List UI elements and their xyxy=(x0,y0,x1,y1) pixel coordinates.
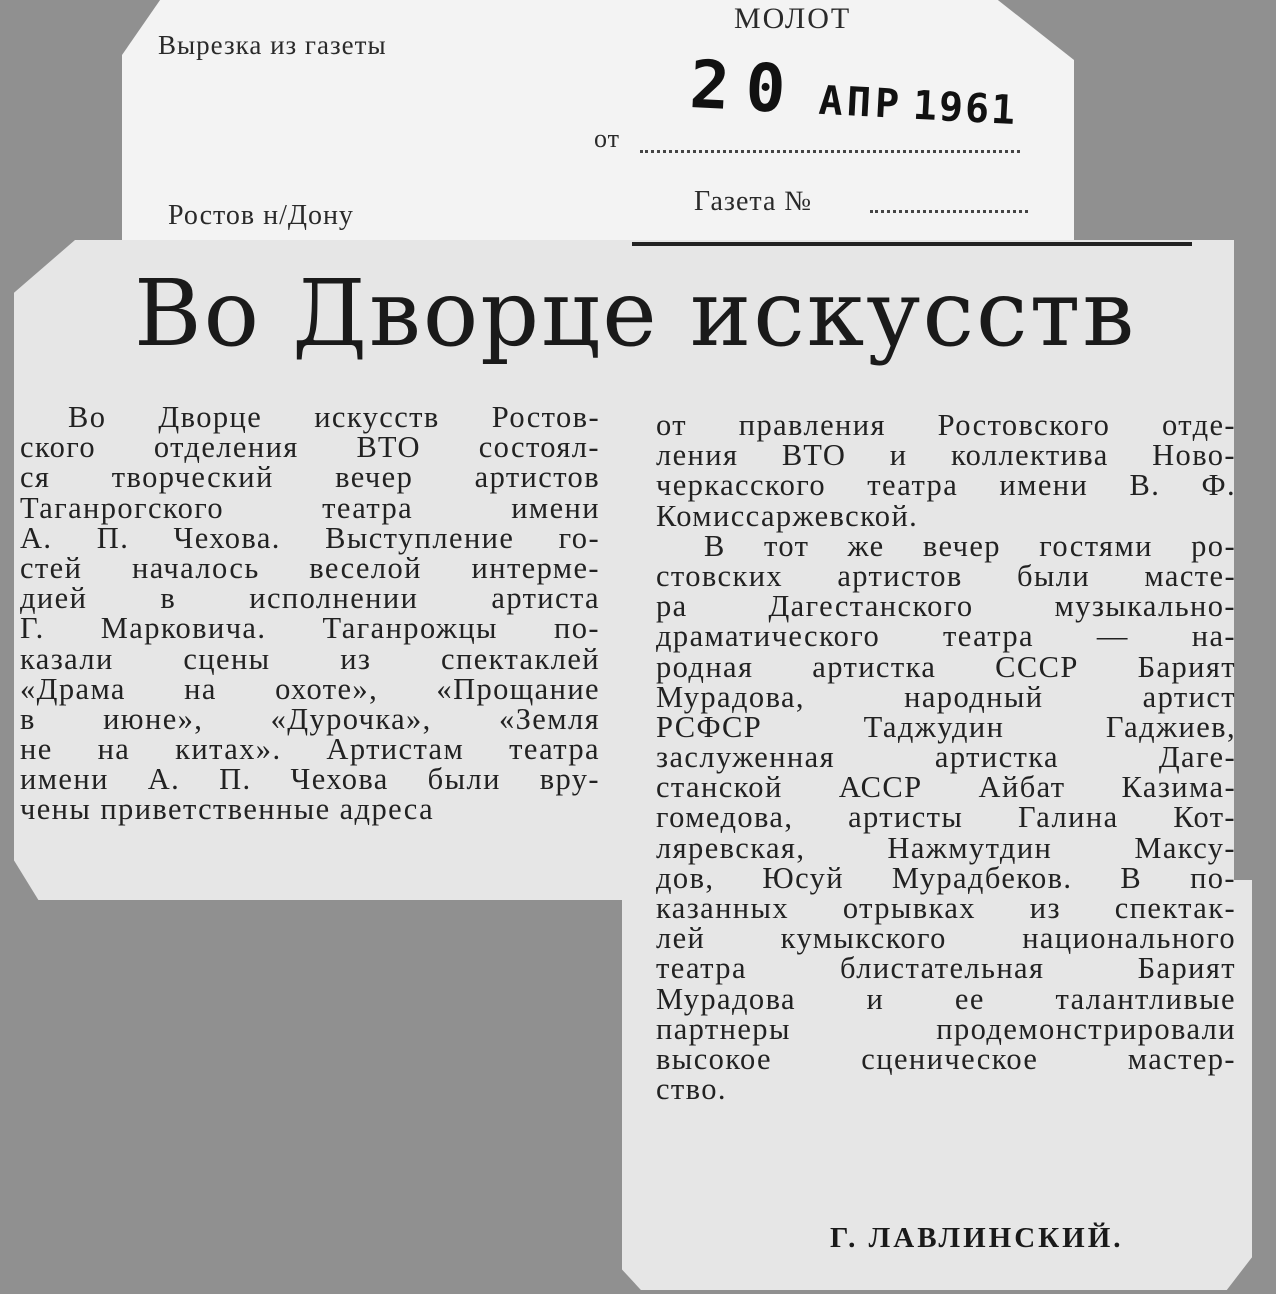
article-line: «Драма на охоте», «Прощание xyxy=(20,671,600,706)
article-line: лей кумыкского национального xyxy=(656,921,1236,956)
article-line: ся творческий вечер артистов xyxy=(20,460,600,495)
article-line: гомедова, артисты Галина Кот- xyxy=(656,800,1236,835)
newspaper-name: МОЛОТ xyxy=(734,2,852,35)
article-line: Комиссаржевской. xyxy=(656,498,919,533)
article-line: чены приветственные адреса xyxy=(20,792,435,827)
article-line: станской АССР Айбат Казима- xyxy=(656,770,1236,805)
article-line: заслуженная артистка Даге- xyxy=(656,740,1236,775)
stamp-year: 1961 xyxy=(911,82,1019,135)
article-column-right xyxy=(656,408,1236,1107)
stamp-month: АПР xyxy=(817,77,905,129)
article-line: ляревская, Нажмутдин Максу- xyxy=(656,830,1236,865)
date-dotted-line xyxy=(640,150,1020,153)
article-line: Таганрогского театра имени xyxy=(20,490,600,525)
article-line: ления ВТО и коллектива Ново- xyxy=(656,438,1236,473)
article-line: родная артистка СССР Барият xyxy=(656,649,1236,684)
article-line: Во Дворце искусств Ростов- xyxy=(68,400,600,434)
article-line: от правления Ростовского отде- xyxy=(656,408,1236,442)
article-line: ство. xyxy=(656,1072,727,1107)
article-line: казанных отрывках из спектак- xyxy=(656,891,1236,925)
issue-label: Газета № xyxy=(694,186,813,217)
article-line: не на китах». Артистам театра xyxy=(20,732,600,767)
article-line: в июне», «Дурочка», «Земля xyxy=(20,701,600,736)
article-line: ра Дагестанского музыкально- xyxy=(656,589,1236,624)
article-line: стей началось веселой интерме- xyxy=(20,550,600,585)
city-label: Ростов н/Дону xyxy=(168,200,354,231)
article-line: ского отделения ВТО состоял- xyxy=(20,430,600,465)
issue-dotted-line xyxy=(870,210,1028,213)
article-line: имени А. П. Чехова были вру- xyxy=(20,762,600,797)
article-line: Мурадова, народный артист xyxy=(656,679,1236,714)
article-line: казали сцены из спектаклей xyxy=(20,641,600,676)
article-line: стовских артистов были масте- xyxy=(656,558,1236,593)
article-line: театра блистательная Барият xyxy=(656,951,1236,986)
article-line: Г. Марковича. Таганрожцы по- xyxy=(20,611,600,646)
date-from-label: от xyxy=(594,124,621,153)
cut-label: Вырезка из газеты xyxy=(158,30,387,60)
article-title: Во Дворце искусств xyxy=(134,260,1137,367)
article-line: В тот же вечер гостями ро- xyxy=(704,528,1236,563)
article-line: дов, Юсуй Мурадбеков. В по- xyxy=(656,860,1236,895)
article-line: черкасского театра имени В. Ф. xyxy=(656,468,1236,503)
article-line: драматического театра — на- xyxy=(656,619,1236,654)
article-column-left xyxy=(20,402,600,825)
stamp-day: 20 xyxy=(687,46,804,129)
article-line: дией в исполнении артиста xyxy=(20,581,600,616)
article-line: Мурадова и ее талантливые xyxy=(656,981,1236,1016)
column-rule xyxy=(632,242,1192,246)
article-line: РСФСР Таджудин Гаджиев, xyxy=(656,709,1236,744)
article-line: А. П. Чехова. Выступление го- xyxy=(20,520,600,555)
article-author: Г. ЛАВЛИНСКИЙ. xyxy=(830,1222,1124,1254)
article-line: высокое сценическое мастер- xyxy=(656,1041,1236,1076)
article-line: партнеры продемонстрировали xyxy=(656,1011,1236,1046)
